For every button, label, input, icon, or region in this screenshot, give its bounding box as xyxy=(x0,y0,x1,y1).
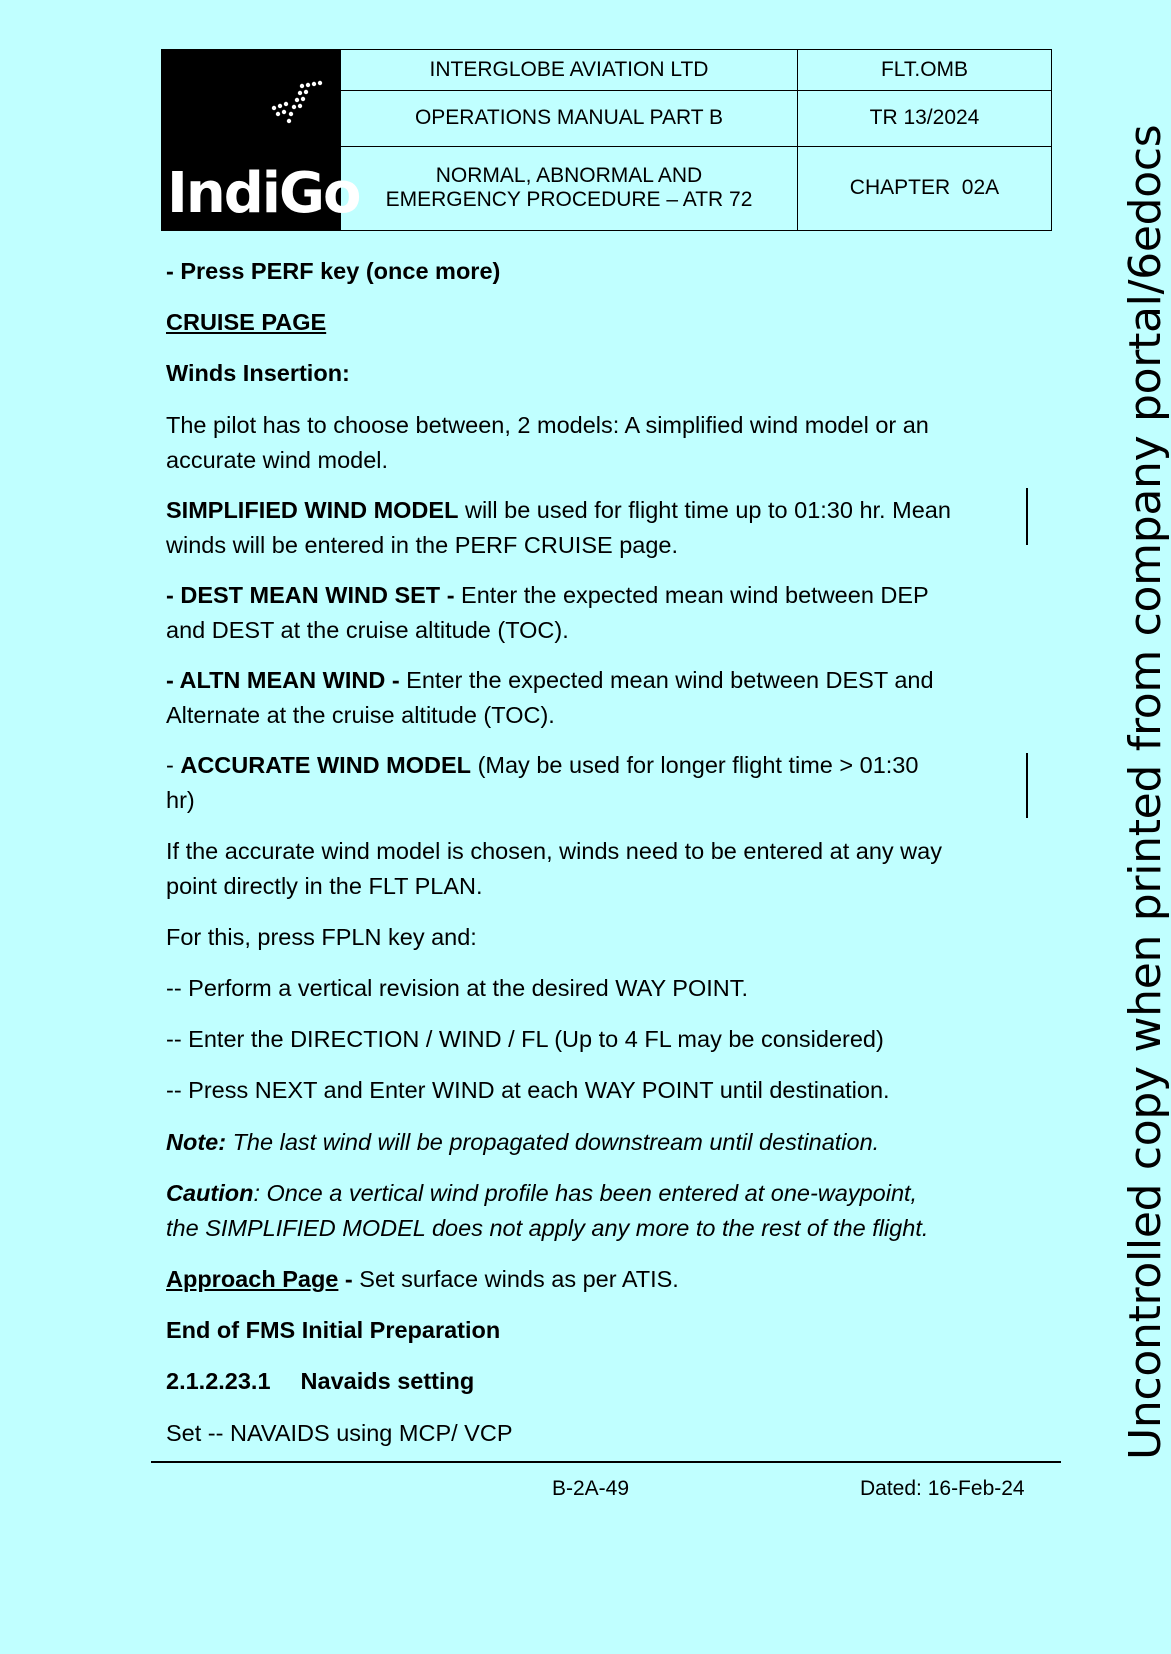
accurate-label: ACCURATE WIND MODEL xyxy=(180,752,472,778)
logo-text: IndiGo xyxy=(167,161,360,226)
plane-dots-icon xyxy=(270,72,330,132)
dest-text-2: and DEST at the cruise altitude (TOC). xyxy=(166,617,569,643)
approach-paragraph xyxy=(166,1262,986,1297)
chosen-line-1: If the accurate wind model is chosen, winds need to be entered at any way xyxy=(166,838,942,864)
press-perf-step: - Press PERF key (once more) xyxy=(166,258,501,284)
watermark: Uncontrolled copy when printed from company portal/6edocs xyxy=(1120,124,1171,1460)
company-name: INTERGLOBE AVIATION LTD xyxy=(341,50,798,91)
intro-line-1: The pilot has to choose between, 2 models: A simplified wind model or an xyxy=(166,412,929,438)
doc-code: FLT.OMB xyxy=(798,50,1052,91)
altn-label: - ALTN MEAN WIND - xyxy=(166,667,400,693)
approach-label: Approach Page xyxy=(166,1266,339,1292)
manual-name: OPERATIONS MANUAL PART B xyxy=(341,90,798,146)
approach-dash: - xyxy=(338,1266,353,1292)
intro-line-2: accurate wind model. xyxy=(166,447,389,473)
simplified-text-1: will be used for flight time up to 01:30 hr. Mean xyxy=(458,497,951,523)
title-line-2: EMERGENCY PROCEDURE – ATR 72 xyxy=(385,188,753,212)
logo-cell xyxy=(162,50,360,231)
dest-label: - DEST MEAN WIND SET - xyxy=(166,582,455,608)
caution-text-1: : Once a vertical wind profile has been entered at one-waypoint, xyxy=(253,1180,918,1206)
caution-text-2: the SIMPLIFIED MODEL does not apply any more to the rest of the flight. xyxy=(166,1215,929,1241)
fpln-instruction: For this, press FPLN key and: xyxy=(166,924,477,950)
accurate-text-1: (May be used for longer flight time > 01:30 xyxy=(471,752,919,778)
intro-paragraph xyxy=(166,408,986,478)
simplified-label: SIMPLIFIED WIND MODEL xyxy=(166,497,459,523)
dest-text-1: Enter the expected mean wind between DEP xyxy=(454,582,929,608)
simplified-paragraph xyxy=(166,493,986,563)
section-number: 2.1.2.23.1 xyxy=(166,1368,271,1394)
approach-text: Set surface winds as per ATIS. xyxy=(352,1266,679,1292)
accurate-dash: - xyxy=(166,752,181,778)
note-text: The last wind will be propagated downstream until destination. xyxy=(226,1129,880,1155)
step-1: -- Perform a vertical revision at the desired WAY POINT. xyxy=(166,975,749,1001)
document-title xyxy=(341,146,798,230)
step-3: -- Press NEXT and Enter WIND at each WAY POINT until destination. xyxy=(166,1077,890,1103)
document-header xyxy=(161,49,1052,231)
indigo-logo xyxy=(162,50,360,230)
caution-label: Caution xyxy=(166,1180,254,1206)
dest-paragraph xyxy=(166,578,986,648)
chosen-paragraph xyxy=(166,834,986,904)
step-2: -- Enter the DIRECTION / WIND / FL (Up to 4 FL may be considered) xyxy=(166,1026,884,1052)
note-label: Note: xyxy=(166,1129,227,1155)
chosen-line-2: point directly in the FLT PLAN. xyxy=(166,873,483,899)
footer-divider xyxy=(151,1461,1061,1463)
section-title: Navaids setting xyxy=(300,1368,475,1394)
simplified-text-2: winds will be entered in the PERF CRUISE page. xyxy=(166,532,679,558)
document-date: Dated: 16-Feb-24 xyxy=(860,1477,1025,1500)
note xyxy=(166,1125,986,1160)
end-fms-heading: End of FMS Initial Preparation xyxy=(166,1317,501,1343)
title-line-1: NORMAL, ABNORMAL AND xyxy=(435,164,703,188)
cruise-page-heading: CRUISE PAGE xyxy=(166,309,327,335)
section-heading xyxy=(166,1364,986,1399)
revision-bar xyxy=(1026,753,1028,818)
caution xyxy=(166,1176,986,1246)
accurate-paragraph xyxy=(166,748,986,818)
navaids-instruction: Set -- NAVAIDS using MCP/ VCP xyxy=(166,1420,513,1446)
revision: TR 13/2024 xyxy=(798,90,1052,146)
accurate-text-2: hr) xyxy=(166,787,195,813)
altn-text-2: Alternate at the cruise altitude (TOC). xyxy=(166,702,555,728)
page-number: B-2A-49 xyxy=(552,1477,630,1500)
altn-paragraph xyxy=(166,663,986,733)
altn-text-1: Enter the expected mean wind between DEST and xyxy=(399,667,934,693)
revision-bar xyxy=(1026,488,1028,545)
winds-insertion-heading: Winds Insertion: xyxy=(166,360,350,386)
chapter: CHAPTER 02A xyxy=(798,146,1052,230)
